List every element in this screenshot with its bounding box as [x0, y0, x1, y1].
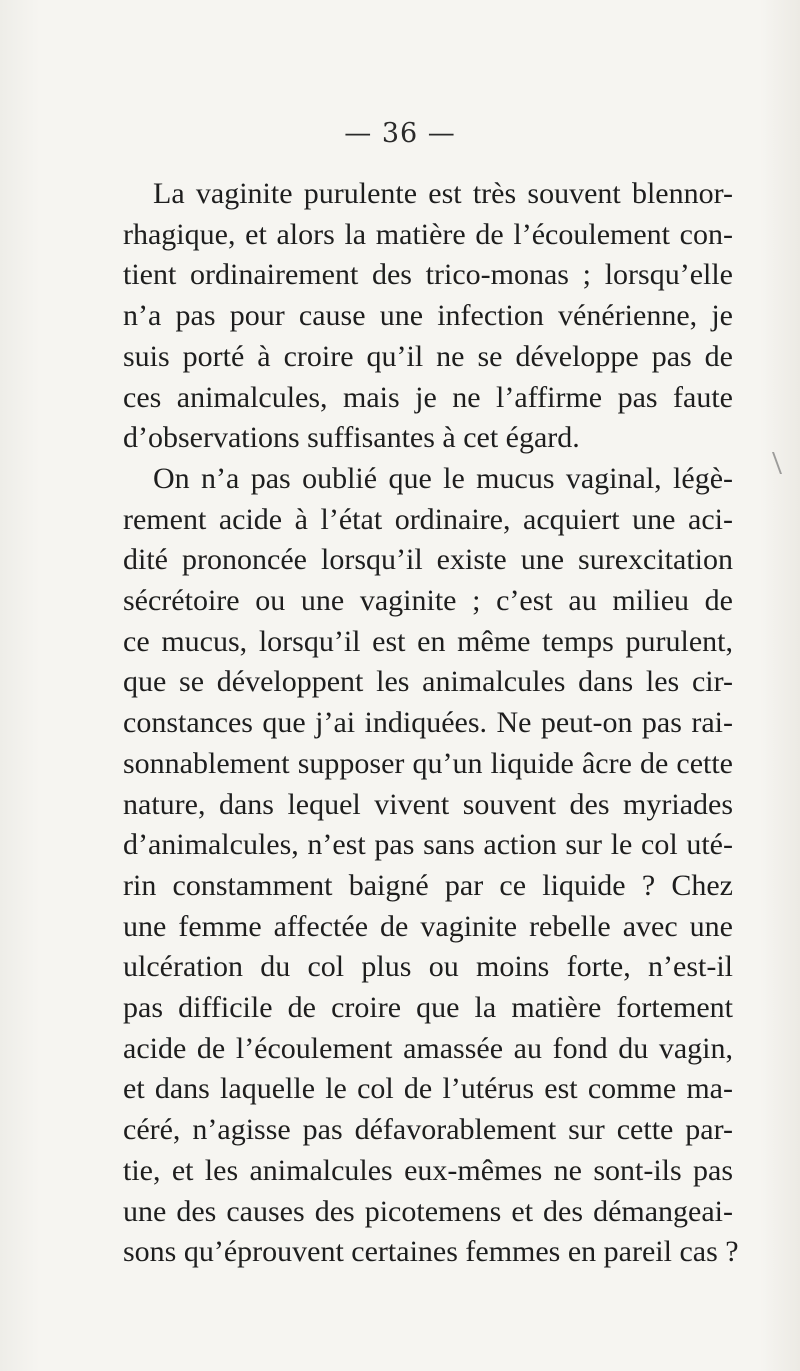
text-line: sonnablement supposer qu’un liquide âcre de cette: [123, 746, 733, 780]
text-line: tie, et les animalcules eux-mêmes ne sont-ils pas: [123, 1153, 733, 1187]
text-line: ces animalcules, mais je ne l’affirme pas faute: [123, 380, 733, 414]
text-line: constances que j’ai indiquées. Ne peut-on pas rai-: [123, 706, 733, 740]
text-line: que se développent les animalcules dans les cir-: [123, 665, 733, 699]
text-line: La vaginite purulente est très souvent blennor-: [153, 177, 733, 210]
text-line: sécrétoire ou une vaginite ; c’est au milieu de: [123, 584, 733, 617]
text-line: ulcération du col plus ou moins forte, n’est-il: [123, 950, 733, 984]
text-line: et dans laquelle le col de l’utérus est comme ma-: [123, 1072, 733, 1106]
text-line: d’observations suffisantes à cet égard.: [123, 421, 580, 455]
text-line: ce mucus, lorsqu’il est en même temps purulent,: [123, 624, 733, 658]
text-line: rhagique, et alors la matière de l’écoulement con-: [123, 217, 733, 251]
text-line: céré, n’agisse pas défavorablement sur cette par-: [123, 1113, 733, 1147]
text-line: On n’a pas oublié que le mucus vaginal, légè-: [153, 461, 733, 495]
text-line: d’animalcules, n’est pas sans action sur le col uté-: [123, 828, 733, 862]
page-number: — 36 —: [344, 118, 456, 149]
text-line: nature, dans lequel vivent souvent des myriades: [123, 787, 733, 821]
text-line: sons qu’éprouvent certaines femmes en pareil cas ?: [123, 1235, 739, 1269]
text-line: rin constamment baigné par ce liquide ? Chez: [123, 868, 733, 902]
text-line: tient ordinairement des trico-monas ; lorsqu’elle: [123, 258, 733, 292]
text-line: rement acide à l’état ordinaire, acquiert une aci-: [123, 502, 733, 536]
text-line: n’a pas pour cause une infection vénérienne, je: [123, 299, 733, 333]
text-line: suis porté à croire qu’il ne se développe pas de: [123, 339, 733, 373]
text-line: une femme affectée de vaginite rebelle avec une: [123, 909, 733, 943]
text-line: acide de l’écoulement amassée au fond du vagin,: [123, 1031, 733, 1065]
text-line: une des causes des picotemens et des démangeai-: [123, 1194, 733, 1228]
text-line: pas difficile de croire que la matière fortement: [123, 991, 733, 1024]
text-line: dité prononcée lorsqu’il existe une surexcitation: [123, 543, 733, 577]
